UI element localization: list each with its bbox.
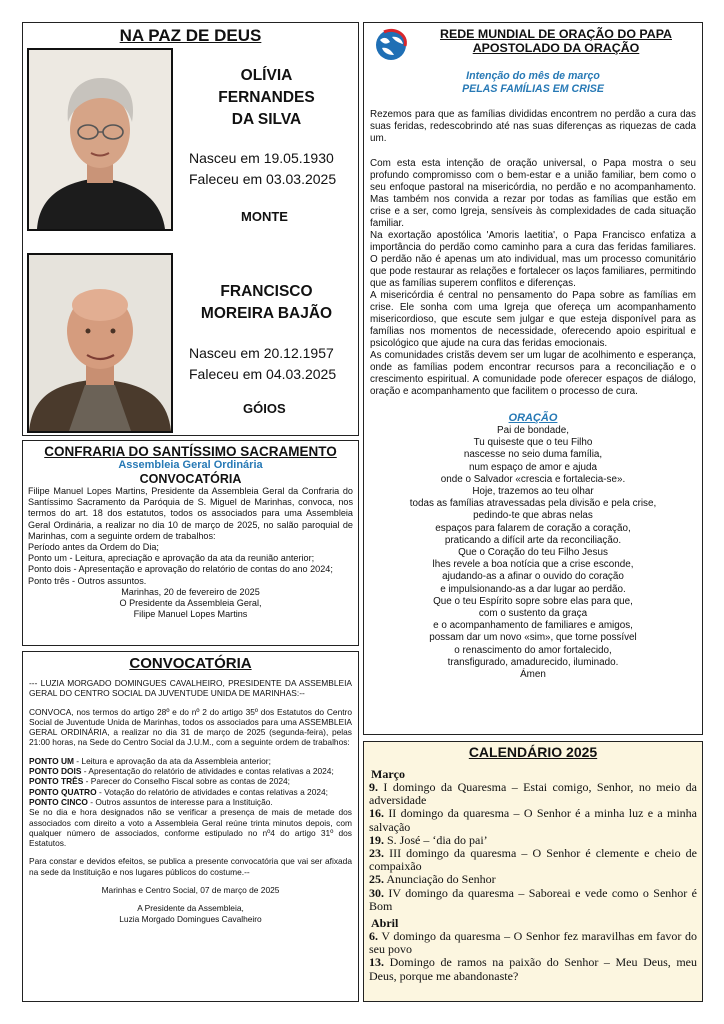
event-text: I domingo da Quaresma – Estai comigo, Senhor, no meio da adversidade (369, 780, 697, 808)
rede-paragraph: As comunidades cristãs devem ser um lugar de acolhimento e esperança, onde as famílias podem encontrar recursos para a reconciliação e o crescimento espiritual. A comunidade pode oferecer espaços de diálogo, oração e acompanhamento que facilitem o processo de cura. (370, 350, 696, 397)
calendar-title: CALENDÁRIO 2025 (468, 744, 598, 760)
jum-closing: Para constar e devidos efeitos, se publica a presente convocatória que vai ser afixada na sede da Instituição e nos lugares públicos do costume.-- (29, 856, 352, 877)
rede-paragraph: Rezemos para que as famílias divididas encontrem no perdão a cura das suas feridas, redescobrindo até nas suas diferenças as riquezas de cada um. (370, 109, 696, 144)
death-date: Faleceu em 04.03.2025 (189, 366, 337, 382)
birth-date: Nasceu em 19.05.1930 (189, 150, 334, 166)
death-date: Faleceu em 03.03.2025 (189, 171, 337, 187)
event-day: 25. (369, 872, 384, 887)
prayer-line: lhes revele a boa notícia que a crise esconde, (432, 559, 634, 571)
event-day: 6. (369, 929, 378, 944)
calendar-event (369, 781, 697, 807)
prayer-line: transfigurado, amadurecido, iluminado. (447, 656, 619, 668)
prayer-line: Ámen (520, 669, 546, 681)
obituaries-section (22, 22, 359, 436)
person-photo (27, 253, 173, 433)
event-day: 23. (369, 846, 384, 861)
calendar-section (363, 741, 703, 1002)
rede-paragraph: Na exortação apostólica 'Amoris laetitia', o Papa Francisco enfatiza a importância do perdão como caminho para a cura das feridas familiares. O perdão não é apenas um ato individual, mas um processo comunitário que pode restaurar as relações e fortalecer os laços familiares, permitindo que as famílias superem conflitos e diferenças. (370, 230, 696, 289)
point-label: PONTO DOIS (29, 766, 82, 777)
point-label: PONTO UM (29, 755, 74, 766)
person-name (179, 65, 354, 131)
point-text: - Leitura e aprovação da ata da Assembleia anterior; (73, 755, 271, 766)
calendar-event (369, 930, 697, 956)
person-dates (189, 343, 336, 385)
prayer-line: e impulsionando-as a dar lugar ao perdão. (440, 583, 626, 595)
prayer-line: e o acompanhamento de familiares e amigos, (433, 620, 633, 632)
confraria-item: Ponto dois - Apresentação e aprovação do relatório de contas do ano 2024; (28, 564, 333, 575)
name-line: FERNANDES (218, 89, 315, 106)
person-photo (27, 48, 173, 231)
jum-intro: --- LUZIA MORGADO DOMINGUES CAVALHEIRO, PRESIDENTE DA ASSEMBLEIA GERAL DO CENTRO SOCIAL DA JUVENTUDE UNIDA DE MARINHAS:-- (29, 678, 352, 699)
prayer-line: onde o Salvador «crescia e fortalecia-se». (440, 473, 626, 485)
calendar-month: Março (371, 767, 405, 781)
jum-point (29, 787, 352, 797)
prayer-line: com o sustento da graça (478, 608, 588, 620)
name-line: DA SILVA (231, 111, 302, 128)
calendar-event (369, 887, 697, 913)
confraria-date: Marinhas, 20 de fevereiro de 2025 (121, 586, 260, 597)
prayer-line: nascesse no seio duma família, (463, 449, 603, 461)
event-day: 13. (369, 955, 384, 970)
jum-point (29, 766, 352, 776)
point-text: - Votação do relatório de atividades e contas relativas a 2024; (96, 786, 329, 797)
jum-signer-role: A Presidente da Assembleia, (137, 903, 244, 914)
rede-header (370, 26, 696, 62)
rede-title-line: APOSTOLADO DA ORAÇÃO (472, 41, 640, 55)
name-line: OLÍVIA (240, 67, 293, 84)
event-day: 19. (369, 832, 384, 847)
name-line: MOREIRA BAJÃO (200, 305, 333, 322)
prayer-title: ORAÇÃO (508, 412, 558, 424)
portrait-man-image (29, 255, 171, 431)
confraria-section (22, 440, 359, 646)
point-text: - Outros assuntos de interesse para a Instituição. (87, 796, 273, 807)
event-text: Anunciação do Senhor (384, 872, 496, 887)
jum-signer-name: Luzia Morgado Domingues Cavalheiro (119, 913, 262, 924)
jum-title: CONVOCATÓRIA (129, 655, 252, 672)
prayer-line: ajudando-as a afinar o ouvido do coração (442, 571, 624, 583)
birth-date: Nasceu em 20.12.1957 (189, 345, 334, 361)
jum-body: CONVOCA, nos termos do artigo 28º e do nº 2 do artigo 35º dos Estatutos do Centro Social de Juventude Unida de Marinhas, todos os associados para uma ASSEMBLEIA GERAL ORDINÁRIA, a realizar no dia 31 de março de 2025 (segunda-feira), pelas 21:00 horas, na Sede do Centro Social da J.U.M., com a seguinte ordem de trabalhos: (29, 706, 352, 748)
person-place: MONTE (241, 209, 288, 224)
confraria-title: CONFRARIA DO SANTÍSSIMO SACRAMENTO (44, 444, 337, 459)
prayer-line: Hoje, trazemos ao teu olhar (472, 486, 594, 498)
event-day: 9. (369, 780, 378, 794)
calendar-event (369, 956, 697, 982)
jum-point (29, 756, 352, 766)
confraria-signer-role: O Presidente da Assembleia Geral, (119, 598, 262, 609)
confraria-subtitle: Assembleia Geral Ordinária (118, 459, 263, 471)
jum-note: Se no dia e hora designados não se verificar a presença de mais de metade dos associados com direito a voto a Assembleia Geral reúne trinta minutos depois, com qualquer número de associados, conforme estipulado no nº4 do artigo 31º dos Estatutos. (29, 807, 352, 849)
point-label: PONTO TRÊS (29, 776, 84, 787)
rede-title-line: REDE MUNDIAL DE ORAÇÃO DO PAPA (440, 27, 672, 41)
calendar-event (369, 807, 697, 833)
prayer-line: pedindo-te que abras nelas (473, 510, 593, 522)
event-day: 30. (369, 885, 384, 900)
prayer-line: Que o teu Espírito sopre sobre elas para que, (433, 595, 633, 607)
confraria-body: Filipe Manuel Lopes Martins, Presidente da Assembleia Geral da Confraria do Santíssimo Sacramento da Paróquia de S. Miguel de Marinhas, convoca, nos termos do art. 18 dos estatutos, todos os associados para uma Assembleia Geral Ordinária, a realizar no dia 10 de março de 2025, no salão paroquial de Marinhas, com a seguinte ordem de trabalhos: (28, 486, 353, 541)
jum-point (29, 776, 352, 786)
event-text: IV domingo da quaresma – Saboreai e vede como o Senhor é Bom (369, 885, 697, 913)
point-text: - Parecer do Conselho Fiscal sobre as contas de 2024; (83, 776, 290, 787)
rede-paragraph: Com esta esta intenção de oração universal, o Papa mostra o seu profundo compromisso com o bem-estar e a união familiar, bem como o seu enfoque pastoral na misericórdia, no perdão e no acompanhamento. Mas também nos convida a rezar por todas as famílias que estão em crise e a ser, como Igreja, sensíveis às complexidades de cada situação familiar. (370, 158, 696, 229)
confraria-item: Ponto um - Leitura, apreciação e aprovação da ata da reunião anterior; (28, 553, 315, 564)
prayer-line: possam dar um novo «sim», que torne possível (429, 632, 637, 644)
person-name (179, 281, 354, 325)
calendar-body (369, 768, 697, 983)
point-text: - Apresentação do relatório de atividades e contas relativas a 2024; (81, 766, 334, 777)
prayer-line: Pai de bondade, (497, 425, 569, 436)
portrait-woman-image (29, 50, 171, 229)
prayer-text (370, 425, 696, 681)
prayer-line: praticando a difícil arte da reconciliação. (444, 534, 622, 546)
calendar-event (369, 847, 697, 873)
calendar-month: Abril (371, 916, 399, 931)
event-day: 16. (369, 806, 384, 821)
event-text: III domingo da quaresma – O Senhor é clemente e cheio de compaixão (369, 846, 697, 874)
rede-paragraph: A misericórdia é central no pensamento do Papa sobre as famílias em crise. Ele sonha com uma Igreja que ofereça um acompanhamento misericordioso, que escute sem julgar e que esteja disponível para as famílias nos momentos de necessidade, oferecendo apoio espiritual e psicológico que ajude na cura das feridas emocionais. (370, 290, 696, 349)
name-line: FRANCISCO (220, 283, 313, 300)
prayer-line: o renascimento do amor fortalecido, (454, 644, 612, 656)
prayer-line: Tu quiseste que o teu Filho (473, 437, 593, 449)
confraria-signer-name: Filipe Manuel Lopes Martins (133, 609, 248, 620)
event-text: S. José – ‘dia do pai’ (384, 832, 488, 847)
point-label: PONTO CINCO (29, 796, 88, 807)
confraria-item: Período antes da Ordem do Dia; (28, 542, 159, 553)
person-place: GÓIOS (243, 401, 286, 416)
point-label: PONTO QUATRO (29, 786, 97, 797)
convocatoria-heading: CONVOCATÓRIA (139, 472, 242, 486)
confraria-item: Ponto três - Outros assuntos. (28, 575, 147, 586)
rede-mundial-section (363, 22, 703, 735)
event-text: V domingo da quaresma – O Senhor fez maravilhas em favor do seu povo (369, 929, 697, 957)
prayer-network-logo-icon (372, 28, 410, 62)
obituaries-title: NA PAZ DE DEUS (119, 26, 262, 45)
jum-point (29, 797, 352, 807)
jum-section (22, 651, 359, 1002)
intention-month: Intenção do mês de março (466, 70, 600, 82)
person-dates (189, 148, 336, 190)
intention-title: PELAS FAMÍLIAS EM CRISE (462, 83, 604, 95)
event-text: Domingo de ramos na paixão do Senhor – Meu Deus, meu Deus, porque me abandonaste? (369, 955, 697, 983)
jum-date: Marinhas e Centro Social, 07 de março de 2025 (101, 885, 280, 896)
rede-title (416, 27, 696, 55)
prayer-line: Que o Coração do teu Filho Jesus (458, 547, 608, 559)
prayer-line: todas as famílias atravessadas pela divisão e pela crise, (409, 498, 657, 510)
prayer-line: num espaço de amor e ajuda (469, 461, 597, 473)
prayer-line: espaços para falarem de coração a coração, (435, 522, 631, 534)
event-text: II domingo da quaresma – O Senhor é a minha luz e a minha salvação (369, 806, 697, 834)
